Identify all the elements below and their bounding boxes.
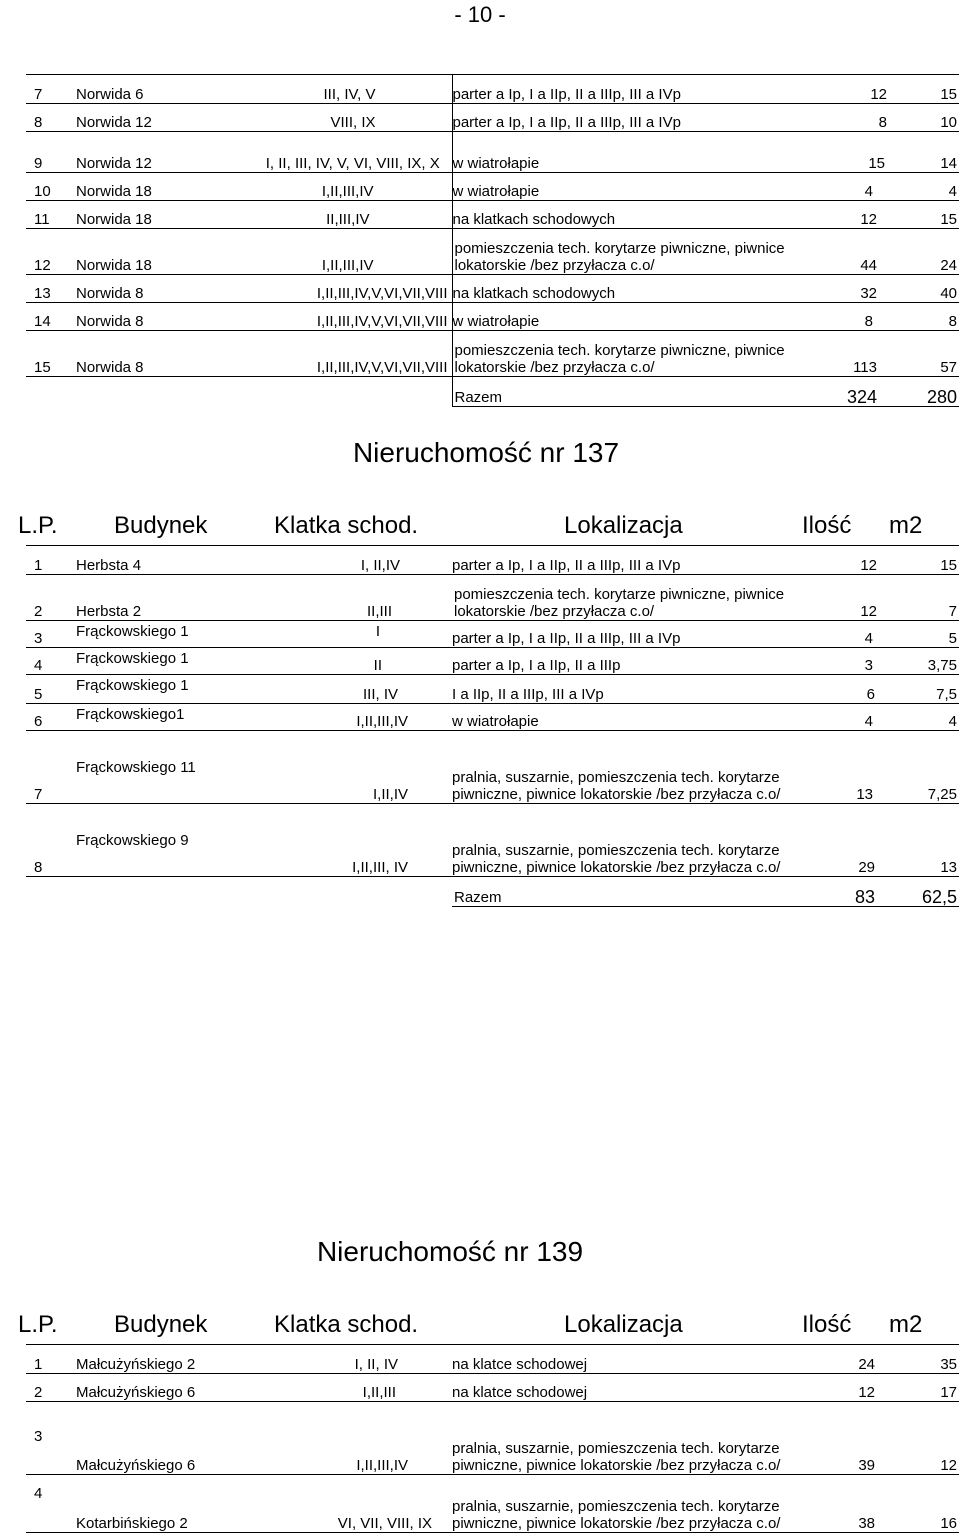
cell-ilosc: 12 [818, 75, 889, 104]
cell-budynek: Kotarbińskiego 2 [74, 1475, 234, 1533]
cell-lokalizacja: w wiatrołapie [452, 704, 818, 731]
cell-m2: 4 [889, 704, 959, 731]
table-row [26, 648, 959, 675]
cell-klatka: I, II, IV [234, 1345, 452, 1374]
header-lokalizacja: Lokalizacja [564, 512, 683, 539]
cell-ilosc: 12 [818, 546, 889, 575]
cell-m2: 3,75 [889, 648, 959, 675]
table-row [26, 621, 959, 648]
table-row [26, 804, 959, 877]
page-number: - 10 - [454, 2, 506, 27]
table-139 [26, 1344, 959, 1533]
cell-budynek: Norwida 18 [74, 229, 234, 275]
header-m2: m2 [889, 1311, 923, 1338]
cell-ilosc: 24 [818, 1345, 889, 1374]
cell-lokalizacja: pralnia, suszarnie, pomieszczenia tech. korytarze piwniczne, piwnice lokatorskie /bez przyłacza c.o/ [452, 1402, 818, 1475]
cell-lokalizacja: I a IIp, II a IIIp, III a IVp [452, 675, 818, 704]
cell-budynek: Frąckowskiego 1 [74, 621, 234, 648]
header-budynek: Budynek [114, 512, 208, 539]
cell-klatka: I,II,III [234, 1374, 452, 1402]
header-klatka: Klatka schod. [274, 1311, 419, 1338]
cell-lp: 8 [26, 804, 74, 877]
section-title-137: Nieruchomość nr 137 [352, 437, 620, 468]
cell-lokalizacja: pralnia, suszarnie, pomieszczenia tech. korytarze piwniczne, piwnice lokatorskie /bez przyłacza c.o/ [452, 1475, 818, 1533]
table-row [26, 675, 959, 704]
cell-ilosc: 15 [818, 132, 889, 173]
cell-budynek: Norwida 18 [74, 173, 234, 201]
cell-budynek: Norwida 18 [74, 201, 234, 229]
cell-ilosc: 29 [818, 804, 889, 877]
table-row [26, 1475, 959, 1533]
cell-budynek: Norwida 8 [74, 331, 234, 377]
total-row [26, 377, 959, 407]
cell-lokalizacja: na klatce schodowej [452, 1374, 818, 1402]
table-row [26, 704, 959, 731]
table-row [26, 731, 959, 804]
cell-lokalizacja: na klatce schodowej [452, 1345, 818, 1374]
cell-budynek: Herbsta 2 [74, 575, 234, 621]
cell-m2: 24 [889, 229, 959, 275]
table-row [26, 1374, 959, 1402]
cell-klatka: III, IV, V [234, 75, 452, 104]
cell-m2: 10 [889, 104, 959, 132]
cell-m2: 40 [889, 275, 959, 303]
cell-klatka: II [234, 648, 452, 675]
cell-lp: 11 [26, 201, 74, 229]
table-row [26, 1402, 959, 1475]
cell-lp: 4 [26, 1475, 74, 1533]
table-1 [26, 74, 959, 407]
cell-lp: 14 [26, 303, 74, 331]
table-row [26, 104, 959, 132]
header-budynek: Budynek [114, 1311, 208, 1338]
cell-lp: 13 [26, 275, 74, 303]
cell-ilosc: 8 [818, 104, 889, 132]
cell-budynek: Norwida 12 [74, 132, 234, 173]
total-m2: 280 [889, 377, 959, 407]
cell-lokalizacja: parter a Ip, I a IIp, II a IIIp, III a IVp [452, 546, 818, 575]
cell-m2: 7,25 [889, 731, 959, 804]
cell-m2: 15 [889, 546, 959, 575]
cell-klatka: I [234, 621, 452, 648]
cell-m2: 57 [889, 331, 959, 377]
cell-klatka: I,II,III,IV [234, 229, 452, 275]
table-row [26, 275, 959, 303]
cell-budynek: Małcużyńskiego 6 [74, 1374, 234, 1402]
cell-ilosc: 13 [818, 731, 889, 804]
cell-budynek: Frąckowskiego 1 [74, 648, 234, 675]
total-ilosc: 83 [818, 877, 889, 907]
cell-ilosc: 4 [818, 621, 889, 648]
cell-m2: 7,5 [889, 675, 959, 704]
cell-klatka: VIII, IX [234, 104, 452, 132]
cell-m2: 5 [889, 621, 959, 648]
cell-lokalizacja: na klatkach schodowych [452, 275, 818, 303]
cell-budynek: Frąckowskiego 11 [74, 731, 234, 804]
cell-klatka: I,II,IV [234, 731, 452, 804]
cell-lp: 6 [26, 704, 74, 731]
header-lokalizacja: Lokalizacja [564, 1311, 683, 1338]
cell-budynek: Norwida 8 [74, 303, 234, 331]
cell-lokalizacja: pomieszczenia tech. korytarze piwniczne, piwnice lokatorskie /bez przyłacza c.o/ [452, 331, 818, 377]
cell-lokalizacja: parter a Ip, I a IIp, II a IIIp, III a IVp [452, 104, 818, 132]
cell-m2: 7 [889, 575, 959, 621]
cell-ilosc: 6 [818, 675, 889, 704]
header-lp: L.P. [18, 1311, 58, 1338]
header-lp: L.P. [18, 512, 58, 539]
cell-budynek: Herbsta 4 [74, 546, 234, 575]
cell-lokalizacja: pralnia, suszarnie, pomieszczenia tech. korytarze piwniczne, piwnice lokatorskie /bez przyłacza c.o/ [452, 731, 818, 804]
cell-lp: 15 [26, 331, 74, 377]
cell-klatka: III, IV [234, 675, 452, 704]
cell-lp: 3 [26, 1402, 74, 1475]
section-title-139: Nieruchomość nr 139 [316, 1236, 584, 1267]
cell-lokalizacja: w wiatrołapie [452, 173, 818, 201]
table-header-137 [18, 511, 958, 541]
cell-lp: 1 [26, 546, 74, 575]
cell-ilosc: 4 [818, 173, 889, 201]
cell-lp: 2 [26, 575, 74, 621]
cell-lokalizacja: pomieszczenia tech. korytarze piwniczne, piwnice lokatorskie /bez przyłacza c.o/ [452, 575, 818, 621]
header-ilosc: Ilość [802, 512, 852, 539]
cell-lokalizacja: pomieszczenia tech. korytarze piwniczne, piwnice lokatorskie /bez przyłacza c.o/ [452, 229, 818, 275]
cell-klatka: I, II,IV [234, 546, 452, 575]
table-row [26, 303, 959, 331]
table-row [26, 75, 959, 104]
cell-klatka: I,II,III,IV,V,VI,VII,VIII [234, 331, 452, 377]
cell-klatka: I,II,III, IV [234, 804, 452, 877]
cell-lp: 7 [26, 75, 74, 104]
total-label: Razem [452, 877, 818, 907]
cell-m2: 12 [889, 1402, 959, 1475]
cell-m2: 8 [889, 303, 959, 331]
table-row [26, 331, 959, 377]
cell-lokalizacja: w wiatrołapie [452, 132, 818, 173]
cell-lokalizacja: pralnia, suszarnie, pomieszczenia tech. korytarze piwniczne, piwnice lokatorskie /bez przyłacza c.o/ [452, 804, 818, 877]
table-137 [26, 545, 959, 907]
cell-lokalizacja: parter a Ip, I a IIp, II a IIIp, III a IVp [452, 75, 818, 104]
cell-m2: 14 [889, 132, 959, 173]
cell-budynek: Frąckowskiego1 [74, 704, 234, 731]
cell-ilosc: 12 [818, 575, 889, 621]
total-label: Razem [452, 377, 818, 407]
cell-budynek: Norwida 8 [74, 275, 234, 303]
cell-m2: 13 [889, 804, 959, 877]
cell-m2: 4 [889, 173, 959, 201]
table-row [26, 1345, 959, 1374]
table-row [26, 132, 959, 173]
header-m2: m2 [889, 512, 923, 539]
cell-budynek: Frąckowskiego 1 [74, 675, 234, 704]
cell-ilosc: 8 [818, 303, 889, 331]
cell-klatka: II,III,IV [234, 201, 452, 229]
cell-ilosc: 38 [818, 1475, 889, 1533]
cell-m2: 15 [889, 75, 959, 104]
cell-lp: 2 [26, 1374, 74, 1402]
cell-klatka: I,II,III,IV [234, 1402, 452, 1475]
cell-budynek: Małcużyńskiego 2 [74, 1345, 234, 1374]
cell-ilosc: 44 [818, 229, 889, 275]
cell-klatka: I,II,III,IV,V,VI,VII,VIII [234, 303, 452, 331]
cell-lp: 7 [26, 731, 74, 804]
cell-lp: 8 [26, 104, 74, 132]
table-row [26, 201, 959, 229]
cell-ilosc: 12 [818, 201, 889, 229]
total-m2: 62,5 [889, 877, 959, 907]
cell-klatka: I,II,III,IV [234, 173, 452, 201]
cell-ilosc: 3 [818, 648, 889, 675]
table-row [26, 173, 959, 201]
cell-lp: 12 [26, 229, 74, 275]
cell-lokalizacja: parter a Ip, I a IIp, II a IIIp [452, 648, 818, 675]
cell-budynek: Norwida 12 [74, 104, 234, 132]
cell-budynek: Norwida 6 [74, 75, 234, 104]
cell-klatka: VI, VII, VIII, IX [234, 1475, 452, 1533]
table-header-139 [18, 1310, 958, 1340]
cell-klatka: I, II, III, IV, V, VI, VIII, IX, X [234, 132, 452, 173]
cell-ilosc: 32 [818, 275, 889, 303]
total-ilosc: 324 [818, 377, 889, 407]
cell-lokalizacja: parter a Ip, I a IIp, II a IIIp, III a IVp [452, 621, 818, 648]
cell-m2: 15 [889, 201, 959, 229]
cell-lp: 3 [26, 621, 74, 648]
cell-ilosc: 12 [818, 1374, 889, 1402]
header-ilosc: Ilość [802, 1311, 852, 1338]
cell-budynek: Frąckowskiego 9 [74, 804, 234, 877]
table-row [26, 229, 959, 275]
cell-budynek: Małcużyńskiego 6 [74, 1402, 234, 1475]
cell-lp: 1 [26, 1345, 74, 1374]
cell-lp: 10 [26, 173, 74, 201]
cell-klatka: I,II,III,IV,V,VI,VII,VIII [234, 275, 452, 303]
header-klatka: Klatka schod. [274, 512, 419, 539]
cell-lokalizacja: w wiatrołapie [452, 303, 818, 331]
cell-m2: 16 [889, 1475, 959, 1533]
table-row [26, 575, 959, 621]
cell-lp: 9 [26, 132, 74, 173]
cell-m2: 35 [889, 1345, 959, 1374]
total-row [26, 877, 959, 907]
cell-ilosc: 39 [818, 1402, 889, 1475]
table-row [26, 546, 959, 575]
cell-ilosc: 4 [818, 704, 889, 731]
cell-lp: 5 [26, 675, 74, 704]
cell-lp: 4 [26, 648, 74, 675]
cell-ilosc: 113 [818, 331, 889, 377]
cell-klatka: II,III [234, 575, 452, 621]
cell-klatka: I,II,III,IV [234, 704, 452, 731]
cell-lokalizacja: na klatkach schodowych [452, 201, 818, 229]
cell-m2: 17 [889, 1374, 959, 1402]
